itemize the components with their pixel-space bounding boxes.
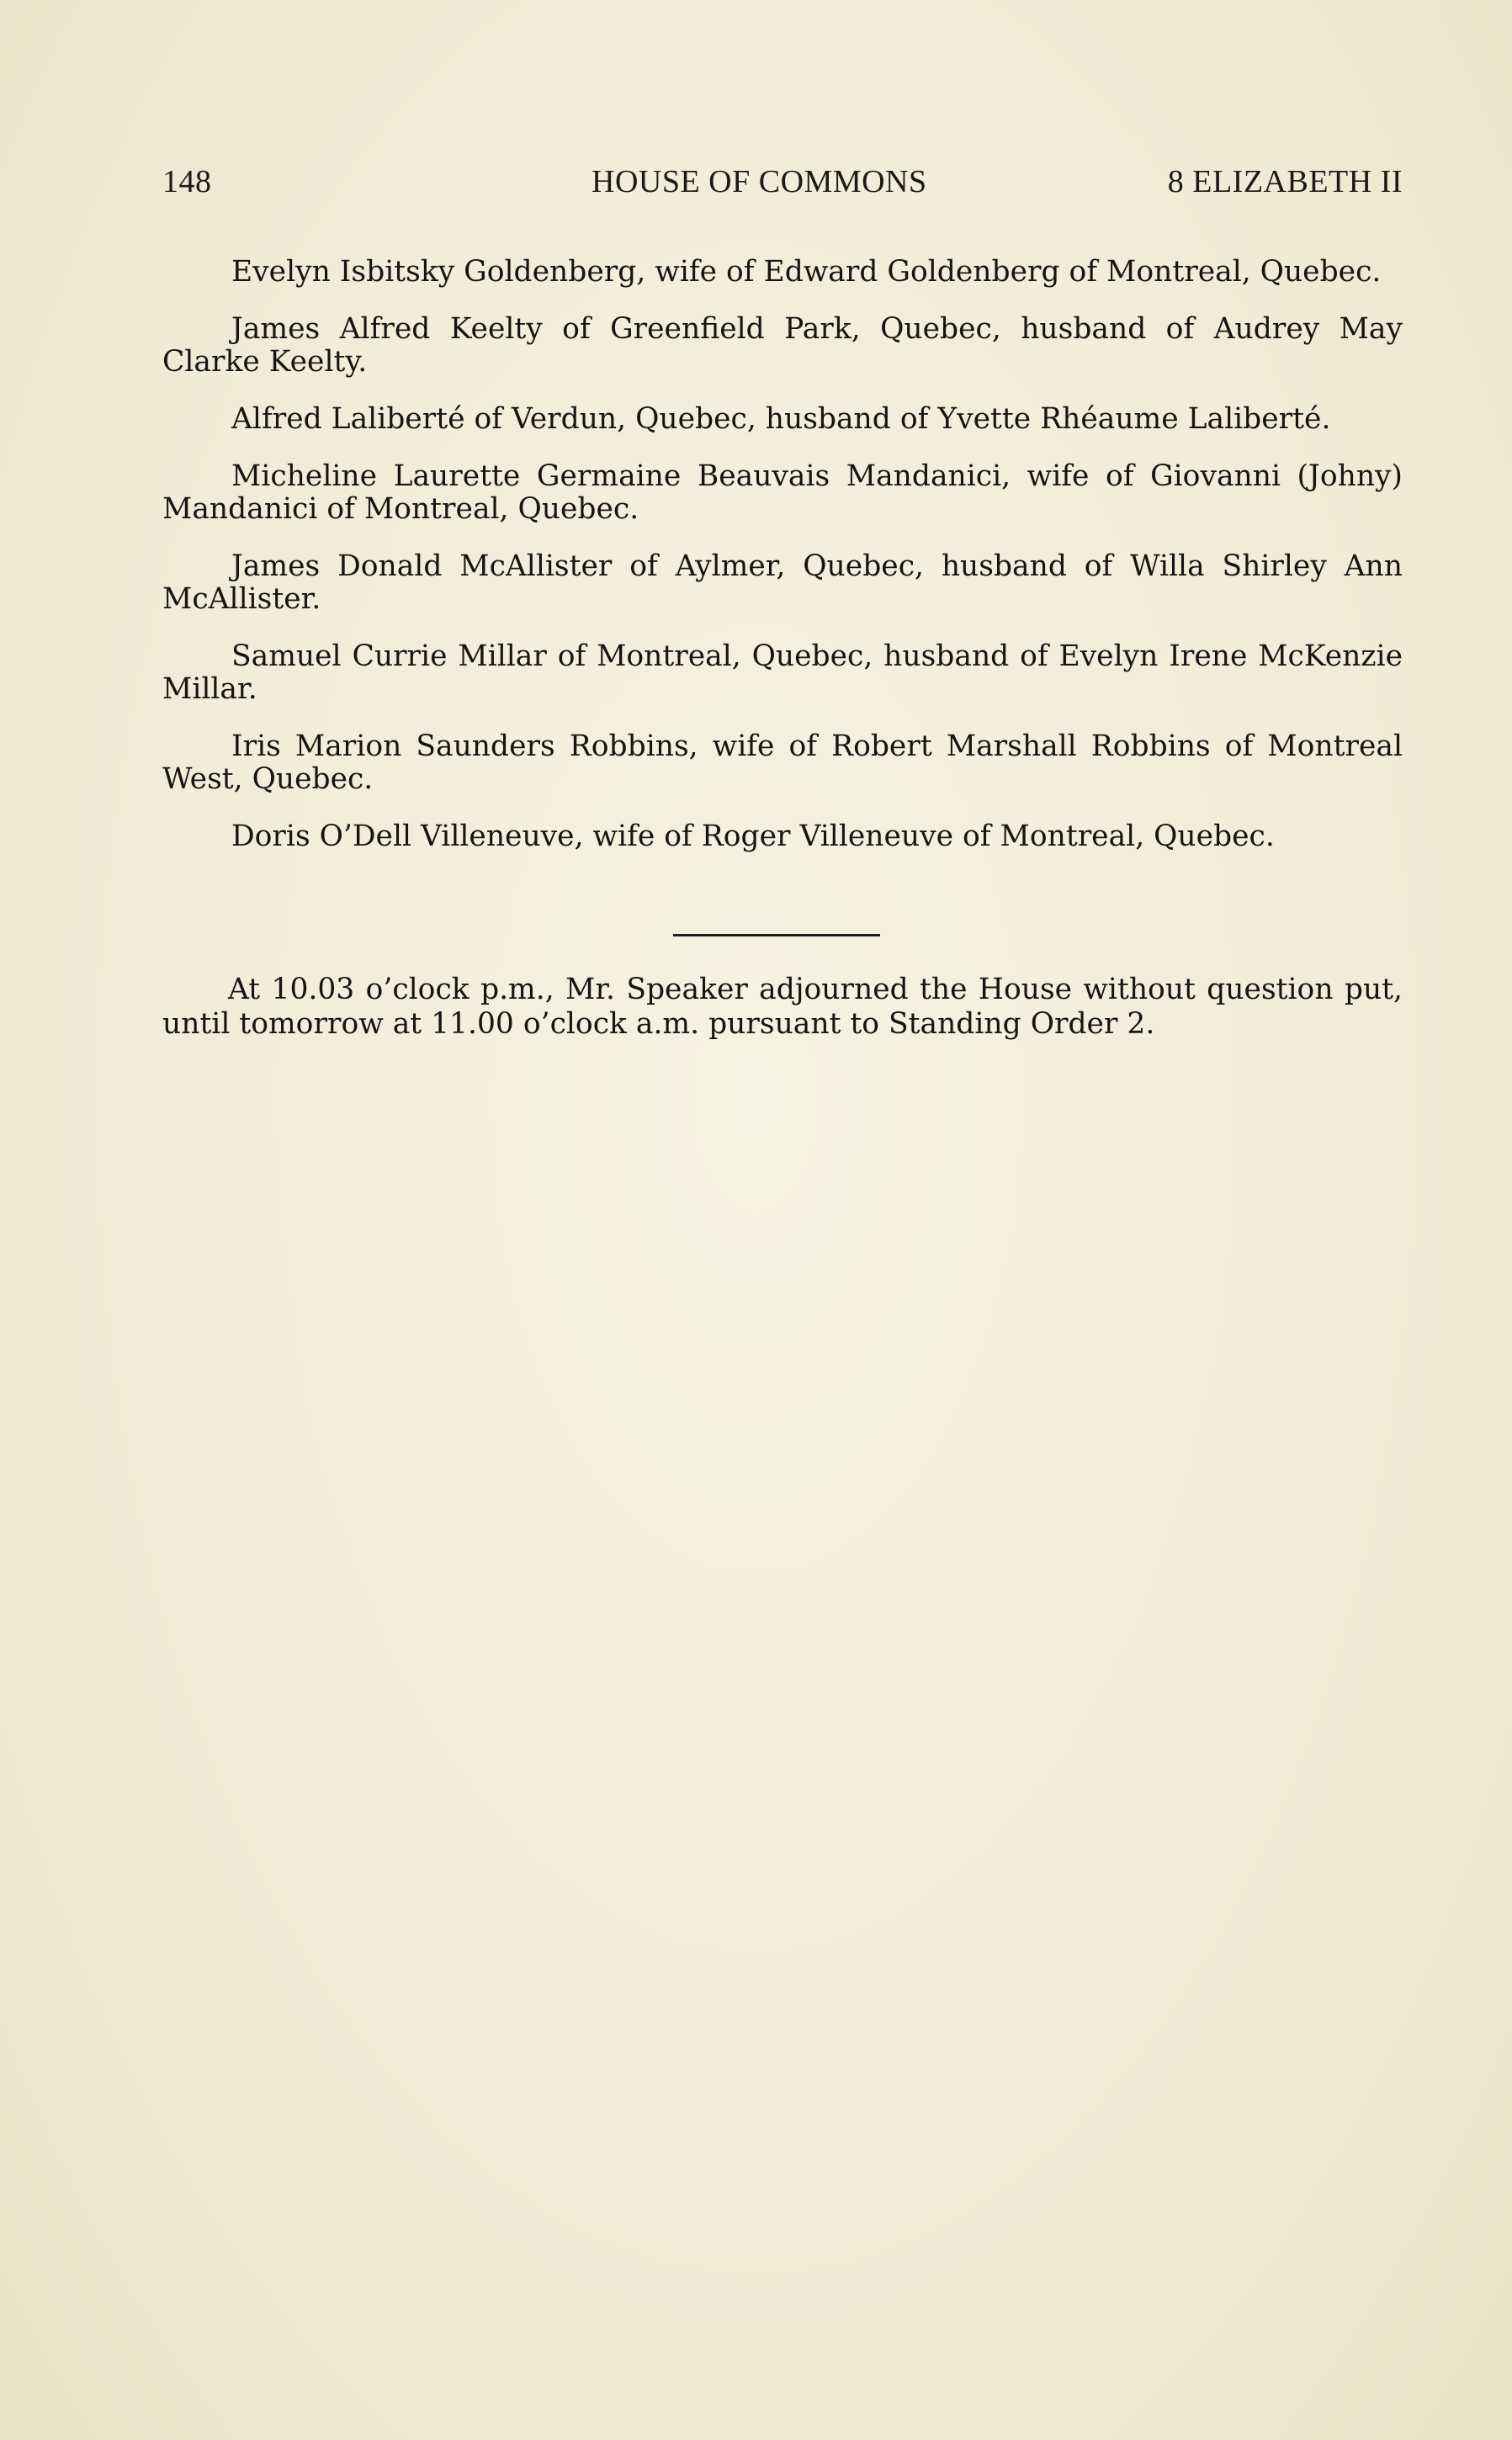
entry-mandanici: Micheline Laurette Germaine Beauvais Mandanici, wife of Giovanni (Johny) Mandanici of Montreal, Quebec. xyxy=(162,459,1403,526)
session-label: 8 ELIZABETH II xyxy=(1167,164,1403,199)
entry-goldenberg: Evelyn Isbitsky Goldenberg, wife of Edward Goldenberg of Montreal, Quebec. xyxy=(231,255,1382,289)
entry-mcallister: James Donald McAllister of Aylmer, Quebec, husband of Willa Shirley Ann McAllister. xyxy=(162,549,1403,616)
divorce-entries-list xyxy=(162,256,1403,853)
entry-millar: Samuel Currie Millar of Montreal, Quebec, husband of Evelyn Irene McKenzie Millar. xyxy=(162,639,1403,706)
entry-laliberte: Alfred Laliberté of Verdun, Quebec, husband of Yvette Rhéaume Laliberté. xyxy=(231,402,1331,436)
entry-villeneuve: Doris O’Dell Villeneuve, wife of Roger Villeneuve of Montreal, Quebec. xyxy=(231,820,1275,853)
entry-keelty: James Alfred Keelty of Greenfield Park, Quebec, husband of Audrey May Clarke Keelty. xyxy=(162,312,1403,379)
entry-robbins: Iris Marion Saunders Robbins, wife of Robert Marshall Robbins of Montreal West, Quebec. xyxy=(162,729,1403,796)
running-head xyxy=(162,163,1403,207)
section-divider xyxy=(673,934,880,936)
adjournment-paragraph: At 10.03 o’clock p.m., Mr. Speaker adjourned the House without question put, until tomorrow at 11.00 o’clock a.m. pursuant to Standing Order 2. xyxy=(162,973,1403,1041)
page-number: 148 xyxy=(162,164,212,199)
journal-title: HOUSE OF COMMONS xyxy=(592,164,927,199)
